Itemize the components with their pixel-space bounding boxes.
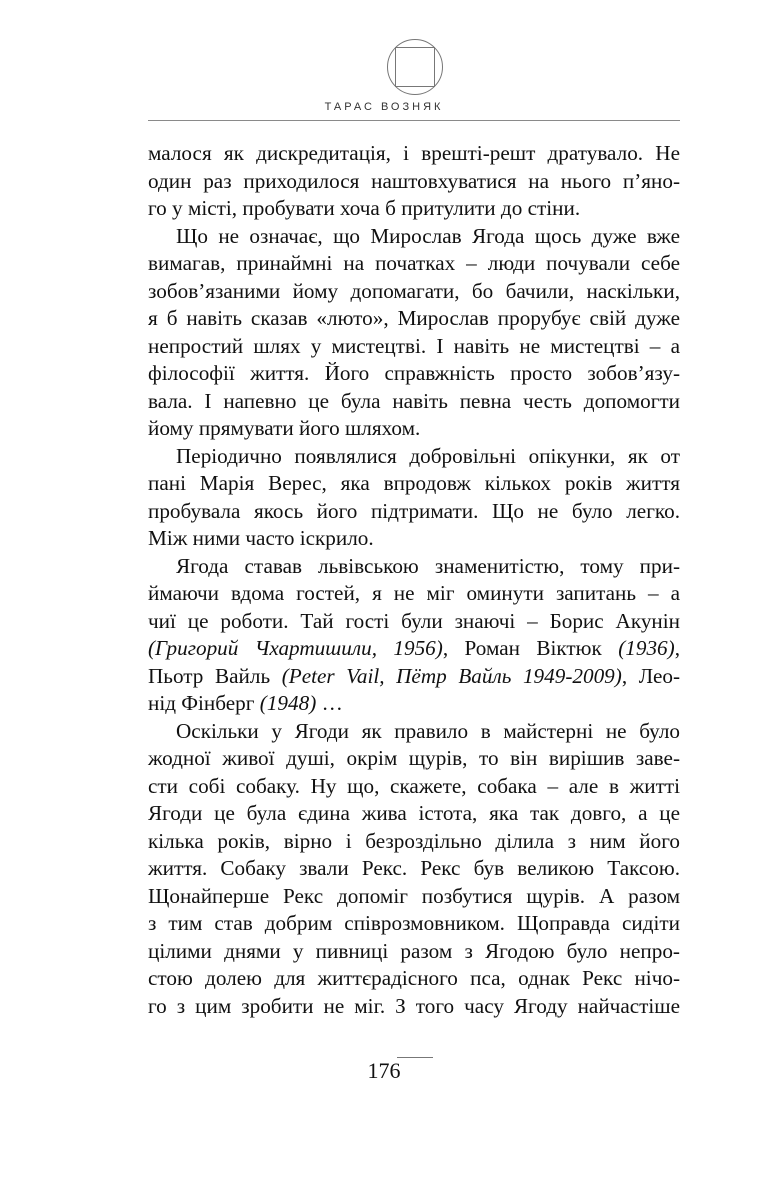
text-line: чиї це роботи. Тай гості були знаючі – Борис Акунін [148, 608, 680, 633]
text-line: зобов’язаними йому допомагати, бо бачили, наскільки, [148, 278, 680, 303]
text-line: стою долею для життєрадісного пса, однак Рекс нічо- [148, 966, 680, 990]
body-text [148, 140, 680, 1020]
text-line: Періодично появлялися добровільні опікунки, як от [176, 443, 680, 468]
text-line: малося як дискредитація, і врешті-решт дратувало. Не [148, 141, 680, 165]
text-line: життя. Собаку звали Рекс. Рекс був великою Таксою. [148, 856, 680, 880]
text-line: йому прямувати його шляхом. [148, 416, 421, 440]
text-line: цілими днями у пивниці разом з Ягодою було непро- [148, 938, 680, 963]
text-line: один раз приходилося наштовхуватися на нього п’яно- [148, 168, 680, 193]
text-line: Пьотр Вайль (Peter Vail, Пётр Вайль 1949-2009), Лео- [148, 663, 680, 688]
text-line: (Григорий Чхартишили, 1956), Роман Віктюк (1936), [148, 636, 680, 660]
text-line: непростий шлях у мистецтві. І навіть не мистецтві – а [148, 333, 680, 358]
text-line: філософії життя. Його справжність просто зобов’язу- [148, 361, 680, 385]
text-line: вимагав, принаймні на початках – люди почували себе [148, 251, 680, 275]
text-line: сти собі собаку. Ну що, скажете, собака – але в житті [148, 773, 680, 798]
running-head-title: ТАРАС ВОЗНЯК [324, 101, 444, 113]
text-line: кілька років, вірно і безроздільно ділила з ним його [148, 828, 680, 853]
text-line: Що не означає, що Мирослав Ягода щось дуже вже [176, 223, 680, 248]
text-line: Ягода ставав львівською знаменитістю, тому при- [176, 553, 680, 578]
text-line: Щонайперше Рекс допоміг позбутися щурів. А разом [148, 883, 680, 908]
text-line: я б навіть сказав «люто», Мирослав прорубує свій дуже [148, 306, 680, 330]
text-line: жодної живої душі, окрім щурів, то він вирішив заве- [148, 746, 680, 770]
text-line: го з цим зробити не міг. З того часу Ягоду найчастіше [148, 993, 680, 1018]
text-line: з тим став добрим співрозмовником. Щоправда сидіти [148, 911, 680, 935]
text-line: Оскільки у Ягоди як правило в майстерні не було [176, 718, 680, 743]
text-line: ймаючи вдома гостей, я не міг оминути запитань – а [148, 581, 680, 605]
text-line: вала. І напевно це була навіть певна честь допомогти [148, 388, 680, 413]
text-line: Ягоди це була єдина жива істота, яка так довго, а це [148, 801, 680, 825]
text-line: Між ними часто іскрило. [148, 526, 374, 550]
text-line: пробувала якось його підтримати. Що не було легко. [148, 498, 680, 523]
header-rule [148, 120, 680, 121]
text-line: пані Марія Верес, яка впродовж кількох років життя [148, 471, 680, 495]
page-number: 176 [367, 1058, 401, 1083]
circle-square-emblem-icon [386, 38, 444, 96]
text-line: го у місті, пробувати хоча б притулити до стіни. [148, 196, 581, 220]
text-line: нід Фінберг (1948) … [148, 691, 343, 715]
